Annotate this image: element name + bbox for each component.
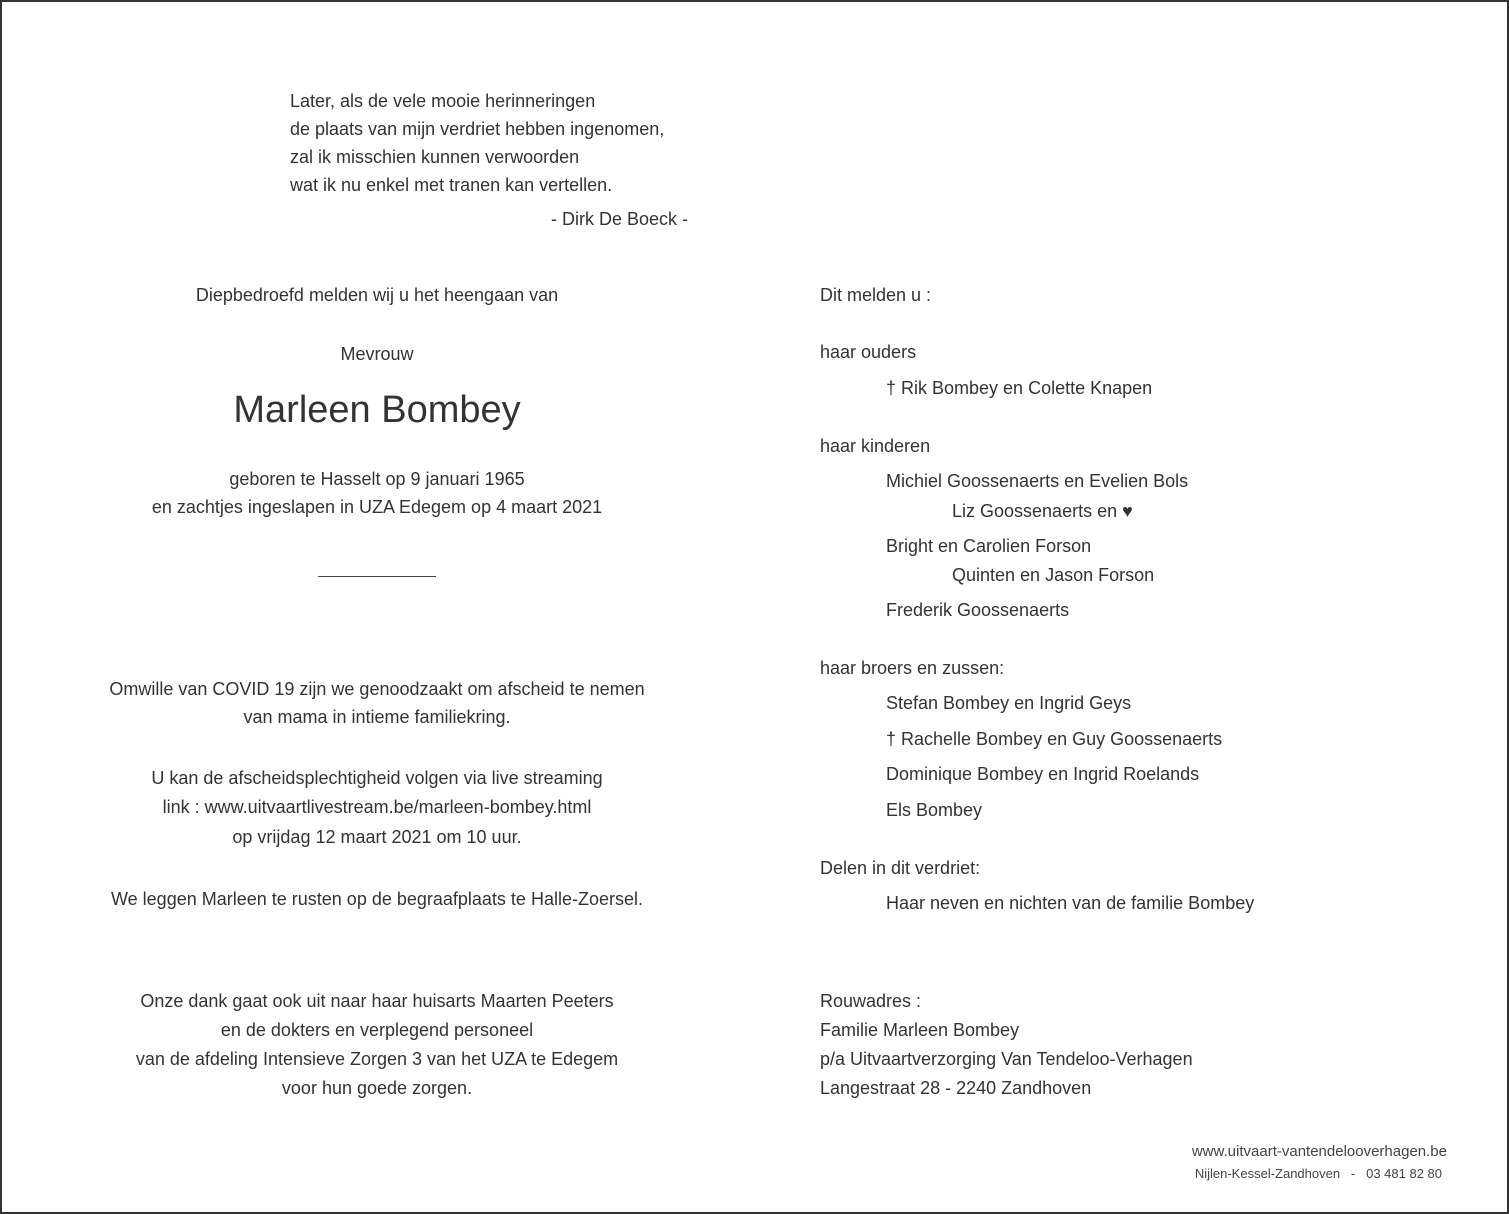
parents-label: haar ouders xyxy=(820,342,917,362)
covid-text: Omwille van COVID 19 zijn we genoodzaakt om afscheid te nemen xyxy=(109,679,645,699)
deceased-name: Marleen Bombey xyxy=(233,389,521,431)
intro-text: Diepbedroefd melden wij u het heengaan van xyxy=(195,285,559,305)
divider xyxy=(318,576,436,577)
thanks-text: van de afdeling Intensieve Zorgen 3 van het UZA te Edegem xyxy=(135,1049,619,1069)
child: Michiel Goossenaerts en Evelien Bols xyxy=(886,471,1189,491)
poem-line: de plaats van mijn verdriet hebben ingenomen, xyxy=(290,119,665,139)
share-label: Delen in dit verdriet: xyxy=(820,858,981,878)
birth-info: geboren te Hasselt op 9 januari 1965 xyxy=(229,469,525,489)
address-line: p/a Uitvaartverzorging Van Tendeloo-Verhagen xyxy=(820,1049,1193,1069)
sibling: Stefan Bombey en Ingrid Geys xyxy=(886,693,1132,713)
sibling: Els Bombey xyxy=(886,800,983,820)
poem-line: Later, als de vele mooie herinneringen xyxy=(290,91,596,111)
salutation: Mevrouw xyxy=(340,344,414,364)
child: Frederik Goossenaerts xyxy=(886,600,1070,620)
poem-author: - Dirk De Boeck - xyxy=(550,209,688,229)
sibling: Dominique Bombey en Ingrid Roelands xyxy=(886,764,1200,784)
footer-contact: Nijlen-Kessel-Zandhoven - 03 481 82 80 xyxy=(1194,1166,1442,1181)
stream-text: U kan de afscheidsplechtigheid volgen via live streaming xyxy=(151,768,603,788)
thanks-text: voor hun goede zorgen. xyxy=(281,1078,473,1098)
poem-line: zal ik misschien kunnen verwoorden xyxy=(290,147,580,167)
child: Bright en Carolien Forson xyxy=(886,536,1092,556)
footer-website[interactable]: www.uitvaart-vantendelooverhagen.be xyxy=(1191,1143,1447,1160)
covid-text: van mama in intieme familiekring. xyxy=(243,707,511,727)
stream-date: op vrijdag 12 maart 2021 om 10 uur. xyxy=(232,827,522,847)
poem-line: wat ik nu enkel met tranen kan vertellen. xyxy=(290,175,613,195)
sibling: † Rachelle Bombey en Guy Goossenaerts xyxy=(886,729,1223,749)
address-line: Familie Marleen Bombey xyxy=(820,1020,1020,1040)
death-info: en zachtjes ingeslapen in UZA Edegem op 4 maart 2021 xyxy=(151,497,603,517)
share-text: Haar neven en nichten van de familie Bombey xyxy=(886,893,1255,913)
children-label: haar kinderen xyxy=(820,436,931,456)
grandchild: Liz Goossenaerts en ♥ xyxy=(952,501,1133,521)
grandchild: Quinten en Jason Forson xyxy=(952,565,1155,585)
burial-text: We leggen Marleen te rusten op de begraafplaats te Halle-Zoersel. xyxy=(111,889,643,909)
thanks-text: en de dokters en verplegend personeel xyxy=(220,1020,534,1040)
right-intro: Dit melden u : xyxy=(820,285,932,305)
address-line: Langestraat 28 - 2240 Zandhoven xyxy=(820,1078,1092,1098)
thanks-text: Onze dank gaat ook uit naar haar huisarts Maarten Peeters xyxy=(140,991,614,1011)
parents: † Rik Bombey en Colette Knapen xyxy=(886,378,1153,398)
stream-link[interactable]: link : www.uitvaartlivestream.be/marleen-bombey.html xyxy=(162,797,592,817)
address-label: Rouwadres : xyxy=(820,991,922,1011)
siblings-label: haar broers en zussen: xyxy=(820,658,1005,678)
